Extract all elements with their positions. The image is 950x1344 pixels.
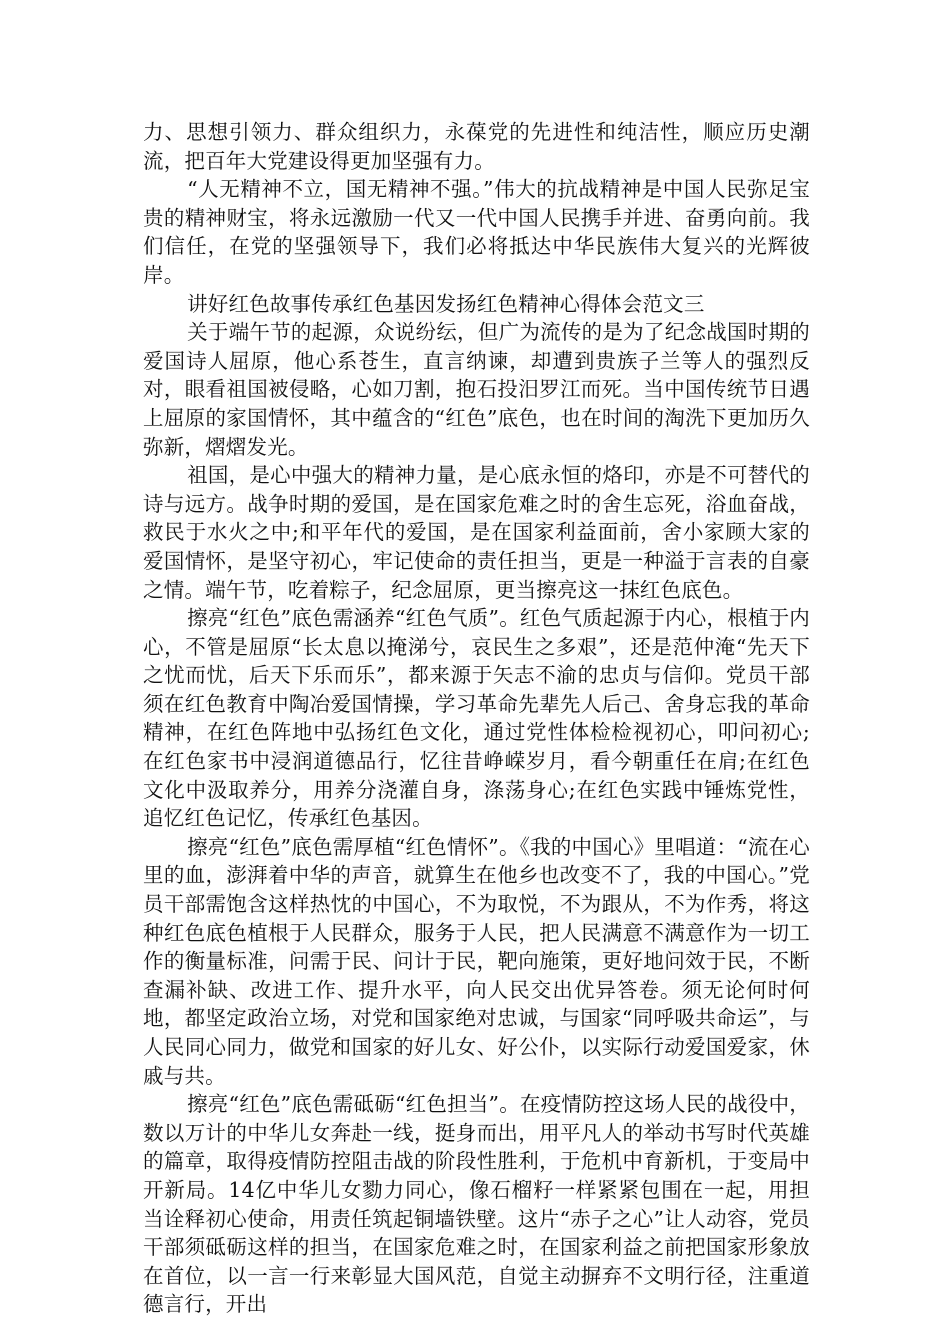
document-body xyxy=(143,118,810,1319)
paragraph-4: 关于端午节的起源，众说纷纭，但广为流传的是为了纪念战国时期的爱国诗人屈原，他心系苍生，直言纳谏，却遭到贵族子兰等人的强烈反对，眼看祖国被侵略，心如刀割，抱石投汨罗江而死。当中国传统节日遇上屈原的家国情怀，其中蕴含的“红色”底色，也在时间的淘洗下更加历久弥新，熠熠发光。 xyxy=(143,320,810,459)
paragraph-7: 擦亮“红色”底色需厚植“红色情怀”。《我的中国心》里唱道：“流在心里的血，澎湃着中华的声音，就算生在他乡也改变不了，我的中国心。”党员干部需饱含这样热忱的中国心，不为取悦，不为跟从，不为作秀，将这种红色底色植根于人民群众，服务于人民，把人民满意不满意作为一切工作的衡量标准，问需于民、问计于民，靶向施策，更好地问效于民，不断查漏补缺、改进工作、提升水平，向人民交出优异答卷。须无论何时何地，都坚定政治立场，对党和国家绝对忠诚，与国家“同呼吸共命运”，与人民同心同力，做党和国家的好儿女、好公仆，以实际行动爱国爱家，休戚与共。 xyxy=(143,834,810,1088)
paragraph-8: 擦亮“红色”底色需砥砺“红色担当”。在疫情防控这场人民的战役中，数以万计的中华儿女奔赴一线，挺身而出，用平凡人的举动书写时代英雄的篇章，取得疫情防控阻击战的阶段性胜利，于危机中育新机，于变局中开新局。14亿中华儿女勠力同心，像石榴籽一样紧紧包围在一起，用担当诠释初心使命，用责任筑起铜墙铁壁。这片“赤子之心”让人动容，党员干部须砥砺这样的担当，在国家危难之时，在国家利益之前把国家形象放在首位，以一言一行来彰显大国风范，自觉主动摒弃不文明行径，注重道德言行，开出 xyxy=(143,1092,810,1317)
section-title: 讲好红色故事传承红色基因发扬红色精神心得体会范文三 xyxy=(187,291,705,316)
paragraph-5: 祖国，是心中强大的精神力量，是心底永恒的烙印，亦是不可替代的诗与远方。战争时期的爱国，是在国家危难之时的舍生忘死，浴血奋战，救民于水火之中;和平年代的爱国，是在国家利益面前，舍小家顾大家的爱国情怀，是坚守初心，牢记使命的责任担当，更是一种溢于言表的自豪之情。端午节，吃着粽子，纪念屈原，更当擦亮这一抹红色底色。 xyxy=(143,463,810,602)
paragraph-2: “人无精神不立，国无精神不强。”伟大的抗战精神是中国人民弥足宝贵的精神财宝，将永远激励一代又一代中国人民携手并进、奋勇向前。我们信任，在党的坚强领导下，我们必将抵达中华民族伟大复兴的光辉彼岸。 xyxy=(143,177,810,287)
paragraph-6: 擦亮“红色”底色需涵养“红色气质”。红色气质起源于内心，根植于内心，不管是屈原“长太息以掩涕兮，哀民生之多艰”，还是范仲淹“先天下之忧而忧，后天下乐而乐”，都来源于矢志不渝的忠贞与信仰。党员干部须在红色教育中陶冶爱国情操，学习革命先辈先人后己、舍身忘我的革命精神，在红色阵地中弘扬红色文化，通过党性体检检视初心，叩问初心;在红色家书中浸润道德品行，忆往昔峥嵘岁月，看今朝重任在肩;在红色文化中汲取养分，用养分浇灌自身，涤荡身心;在红色实践中锤炼党性，追忆红色记忆，传承红色基因。 xyxy=(143,606,810,831)
paragraph-1: 力、思想引领力、群众组织力，永葆党的先进性和纯洁性，顺应历史潮流，把百年大党建设得更加坚强有力。 xyxy=(143,120,810,173)
